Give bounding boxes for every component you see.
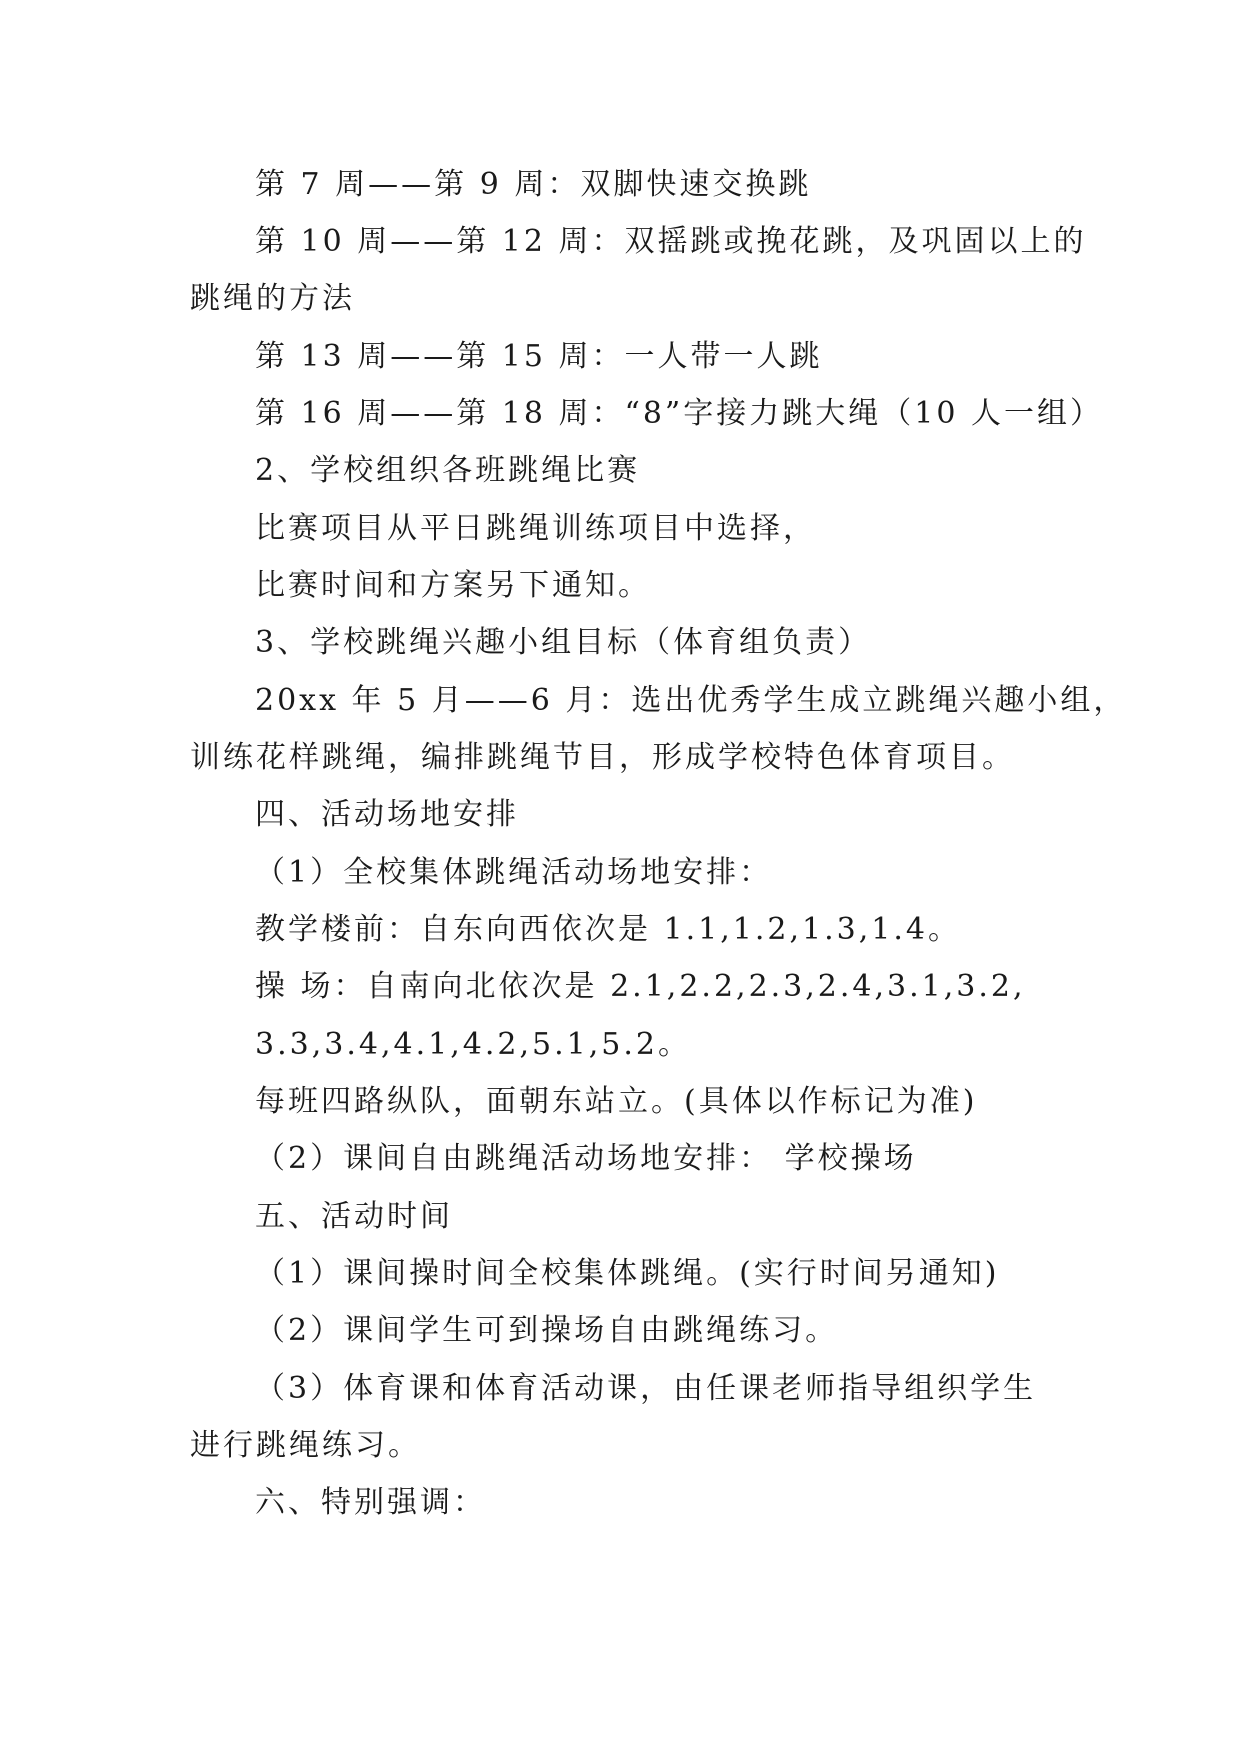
schedule-week-7-9: 第 7 周——第 9 周：双脚快速交换跳 xyxy=(255,167,812,202)
schedule-week-13-15: 第 13 周——第 15 周：一人带一人跳 xyxy=(255,339,823,374)
time-item-1: （1）课间操时间全校集体跳绳。(实行时间另通知) xyxy=(255,1256,1000,1291)
time-item-2: （2）课间学生可到操场自由跳绳练习。 xyxy=(255,1313,839,1348)
interest-group-text-cont: 训练花样跳绳，编排跳绳节目，形成学校特色体育项目。 xyxy=(190,740,1015,775)
interest-group-text: 20xx 年 5 月——6 月：选出优秀学生成立跳绳兴趣小组， xyxy=(255,683,1127,718)
section-emphasis-heading: 六、特别强调： xyxy=(255,1485,486,1520)
venue-playground: 操 场：自南向北依次是 2.1,2.2,2.3,2.4,3.1,3.2, xyxy=(255,969,1026,1004)
time-item-3: （3）体育课和体育活动课，由任课老师指导组织学生 xyxy=(255,1371,1037,1406)
schedule-week-10-12-cont: 跳绳的方法 xyxy=(190,281,355,316)
section-venue-heading: 四、活动场地安排 xyxy=(255,797,519,832)
section-class-competition: 2、学校组织各班跳绳比赛 xyxy=(255,453,641,488)
venue-teaching-building: 教学楼前：自东向西依次是 1.1,1.2,1.3,1.4。 xyxy=(255,912,961,947)
venue-free-heading: （2）课间自由跳绳活动场地安排： 学校操场 xyxy=(255,1141,917,1176)
schedule-week-16-18: 第 16 周——第 18 周：“8”字接力跳大绳（10 人一组） xyxy=(255,396,1103,431)
competition-items-text: 比赛项目从平日跳绳训练项目中选择， xyxy=(255,511,816,546)
venue-playground-cont: 3.3,3.4,4.1,4.2,5.1,5.2。 xyxy=(255,1027,691,1062)
venue-collective-heading: （1）全校集体跳绳活动场地安排： xyxy=(255,855,773,890)
schedule-week-10-12: 第 10 周——第 12 周：双摇跳或挽花跳，及巩固以上的 xyxy=(255,224,1087,259)
section-time-heading: 五、活动时间 xyxy=(255,1199,453,1234)
venue-formation-text: 每班四路纵队，面朝东站立。(具体以作标记为准) xyxy=(255,1084,978,1119)
time-item-3-cont: 进行跳绳练习。 xyxy=(190,1428,421,1463)
section-interest-group: 3、学校跳绳兴趣小组目标（体育组负责） xyxy=(255,625,872,660)
competition-notice-text: 比赛时间和方案另下通知。 xyxy=(255,568,651,603)
